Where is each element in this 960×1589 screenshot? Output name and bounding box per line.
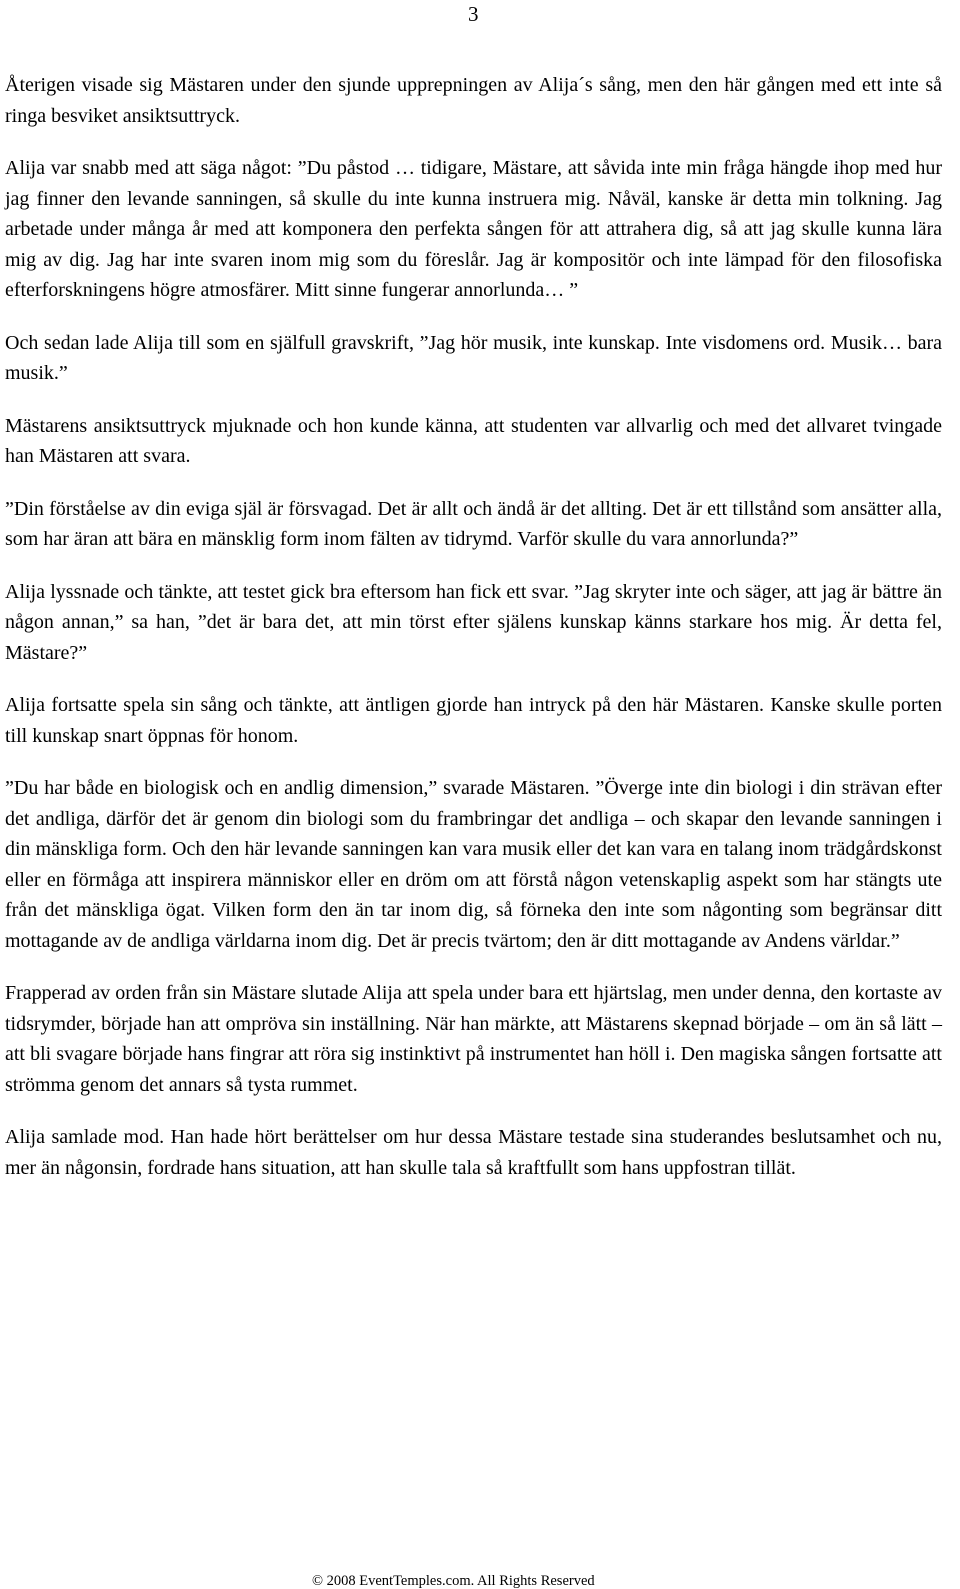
paragraph-4: Mästarens ansiktsuttryck mjuknade och hon kunde känna, att studenten var allvarlig och med det allvaret tvingade han Mästaren att svara. [5,414,942,467]
document-body [5,70,942,1205]
paragraph-2: Alija var snabb med att säga något: ”Du påstod … tidigare, Mästare, att såvida inte min fråga hängde ihop med hur jag finner den levande sanningen, så skulle du inte kunna instruera mig. Nåväl, kanske är detta min tolkning. Jag arbetade under många år med att komponera den perfekta sången för att attrahera dig, så att jag skulle kunna lära mig av dig. Jag har inte svaren inom mig som du föreslår. Jag är kompositör och inte lämpad för den filosofiska efterforskningens högre atmosfärer. Mitt sinne fungerar annorlunda… ” [5,157,942,301]
page-number: 3 [468,2,479,26]
paragraph-5: ”Din förståelse av din eviga själ är försvagad. Det är allt och ändå är det allting. Det är ett tillstånd som ansätter alla, som har äran att bära en mänsklig form inom fälten av tidrymd. Varför skulle du vara annorlunda?” [5,497,942,550]
copyright-footer: © 2008 EventTemples.com. All Rights Reserved [312,1573,595,1589]
paragraph-7: Alija fortsatte spela sin sång och tänkte, att äntligen gjorde han intryck på den här Mästaren. Kanske skulle porten till kunskap snart öppnas för honom. [5,694,942,747]
paragraph-3: Och sedan lade Alija till som en själfull gravskrift, ”Jag hör musik, inte kunskap. Inte visdomens ord. Musik… bara musik.” [5,331,942,384]
paragraph-9: Frapperad av orden från sin Mästare slutade Alija att spela under bara ett hjärtslag, men under denna, den kortaste av tidsrymder, började han att ompröva sin inställning. När han märkte, att Mästarens skepnad började – om än så lätt – att bli svagare började hans fingrar att röra sig instinktivt på instrumentet han höll i. Den magiska sången fortsatte att strömma genom det annars så tysta rummet. [5,982,942,1096]
paragraph-8: ”Du har både en biologisk och en andlig dimension,” svarade Mästaren. ”Överge inte din biologi i din strävan efter det andliga, därför det är genom din biologi som du frambringar det andliga – och skapar den levande sanningen i din mänskliga form. Och den här levande sanningen kan vara musik eller det kan vara en talang inom trädgårdskonst eller en förmåga att inspirera människor eller en dröm om att förstå någon vetenskaplig aspekt som har stängts ute från det mänskliga ögat. Vilken form den än tar inom dig, så förneka den inte som någonting som begränsar ditt mottagande av de andliga världarna inom dig. Det är precis tvärtom; den är ditt mottagande av Andens världar.” [5,777,942,952]
paragraph-10: Alija samlade mod. Han hade hört berättelser om hur dessa Mästare testade sina studerandes beslutsamhet och nu, mer än någonsin, fordrade hans situation, att han skulle tala så kraftfullt som hans uppfostran tillät. [5,1126,942,1179]
paragraph-6: Alija lyssnade och tänkte, att testet gick bra eftersom han fick ett svar. ”Jag skryter inte och säger, att jag är bättre än någon annan,” sa han, ”det är bara det, att min törst efter själens kunskap känns starkare hos mig. Är detta fel, Mästare?” [5,580,942,664]
paragraph-1: Återigen visade sig Mästaren under den sjunde upprepningen av Alija´s sång, men den här gången med ett inte så ringa besviket ansiktsuttryck. [5,74,942,127]
